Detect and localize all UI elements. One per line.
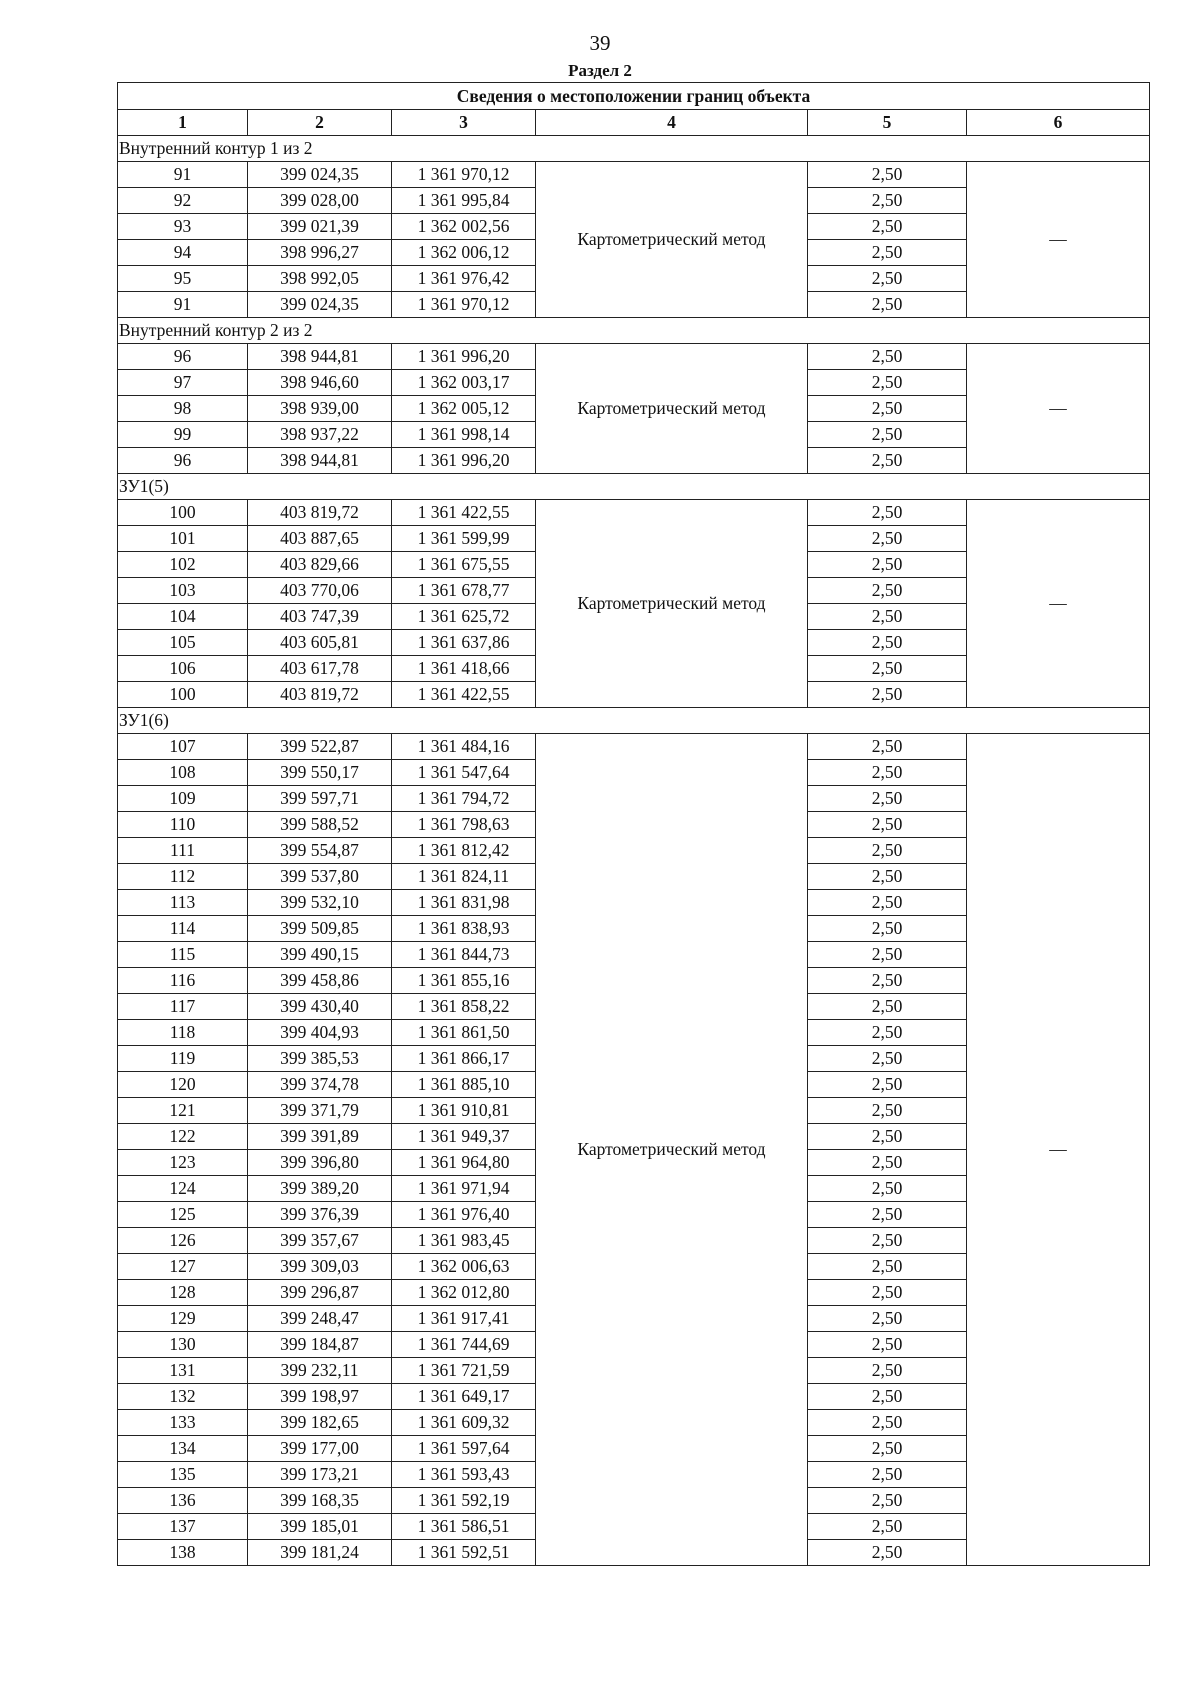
page-number: 39 bbox=[589, 31, 611, 55]
accuracy-cell: 2,50 bbox=[808, 370, 967, 396]
point-number-cell: 97 bbox=[118, 370, 248, 396]
y-coordinate-cell: 1 361 910,81 bbox=[392, 1098, 536, 1124]
y-coordinate-cell: 1 361 976,40 bbox=[392, 1202, 536, 1228]
point-number-cell: 125 bbox=[118, 1202, 248, 1228]
point-number-cell: 110 bbox=[118, 812, 248, 838]
x-coordinate-cell: 399 532,10 bbox=[248, 890, 392, 916]
y-coordinate-cell: 1 361 637,86 bbox=[392, 630, 536, 656]
point-number-cell: 133 bbox=[118, 1410, 248, 1436]
accuracy-cell: 2,50 bbox=[808, 916, 967, 942]
x-coordinate-cell: 398 992,05 bbox=[248, 266, 392, 292]
y-coordinate-cell: 1 361 861,50 bbox=[392, 1020, 536, 1046]
point-number-cell: 96 bbox=[118, 448, 248, 474]
y-coordinate-cell: 1 361 422,55 bbox=[392, 682, 536, 708]
point-number-cell: 117 bbox=[118, 994, 248, 1020]
x-coordinate-cell: 399 296,87 bbox=[248, 1280, 392, 1306]
y-coordinate-cell: 1 361 609,32 bbox=[392, 1410, 536, 1436]
table-caption: Сведения о местоположении границ объекта bbox=[118, 83, 1150, 110]
table-row bbox=[118, 500, 1150, 526]
y-coordinate-cell: 1 361 838,93 bbox=[392, 916, 536, 942]
y-coordinate-cell: 1 361 649,17 bbox=[392, 1384, 536, 1410]
y-coordinate-cell: 1 362 012,80 bbox=[392, 1280, 536, 1306]
point-number-cell: 138 bbox=[118, 1540, 248, 1566]
point-number-cell: 96 bbox=[118, 344, 248, 370]
method-cell: Картометрический метод bbox=[536, 734, 808, 1566]
point-number-cell: 119 bbox=[118, 1046, 248, 1072]
x-coordinate-cell: 398 944,81 bbox=[248, 344, 392, 370]
accuracy-cell: 2,50 bbox=[808, 214, 967, 240]
x-coordinate-cell: 399 309,03 bbox=[248, 1254, 392, 1280]
accuracy-cell: 2,50 bbox=[808, 838, 967, 864]
x-coordinate-cell: 403 770,06 bbox=[248, 578, 392, 604]
accuracy-cell: 2,50 bbox=[808, 1176, 967, 1202]
y-coordinate-cell: 1 361 949,37 bbox=[392, 1124, 536, 1150]
x-coordinate-cell: 399 396,80 bbox=[248, 1150, 392, 1176]
accuracy-cell: 2,50 bbox=[808, 942, 967, 968]
y-coordinate-cell: 1 361 996,20 bbox=[392, 448, 536, 474]
group-label-row bbox=[118, 474, 1150, 500]
y-coordinate-cell: 1 361 678,77 bbox=[392, 578, 536, 604]
y-coordinate-cell: 1 361 858,22 bbox=[392, 994, 536, 1020]
accuracy-cell: 2,50 bbox=[808, 1332, 967, 1358]
accuracy-cell: 2,50 bbox=[808, 448, 967, 474]
point-number-cell: 121 bbox=[118, 1098, 248, 1124]
x-coordinate-cell: 399 509,85 bbox=[248, 916, 392, 942]
x-coordinate-cell: 399 024,35 bbox=[248, 292, 392, 318]
point-number-cell: 99 bbox=[118, 422, 248, 448]
point-number-cell: 95 bbox=[118, 266, 248, 292]
x-coordinate-cell: 399 554,87 bbox=[248, 838, 392, 864]
x-coordinate-cell: 399 232,11 bbox=[248, 1358, 392, 1384]
x-coordinate-cell: 399 430,40 bbox=[248, 994, 392, 1020]
table-caption-row bbox=[118, 83, 1150, 110]
y-coordinate-cell: 1 362 006,12 bbox=[392, 240, 536, 266]
y-coordinate-cell: 1 361 592,19 bbox=[392, 1488, 536, 1514]
group-label-row bbox=[118, 136, 1150, 162]
y-coordinate-cell: 1 362 003,17 bbox=[392, 370, 536, 396]
column-header-4: 4 bbox=[536, 110, 808, 136]
y-coordinate-cell: 1 361 971,94 bbox=[392, 1176, 536, 1202]
point-number-cell: 107 bbox=[118, 734, 248, 760]
y-coordinate-cell: 1 361 970,12 bbox=[392, 292, 536, 318]
x-coordinate-cell: 399 182,65 bbox=[248, 1410, 392, 1436]
y-coordinate-cell: 1 361 744,69 bbox=[392, 1332, 536, 1358]
point-number-cell: 137 bbox=[118, 1514, 248, 1540]
accuracy-cell: 2,50 bbox=[808, 500, 967, 526]
accuracy-cell: 2,50 bbox=[808, 396, 967, 422]
y-coordinate-cell: 1 361 917,41 bbox=[392, 1306, 536, 1332]
accuracy-cell: 2,50 bbox=[808, 1488, 967, 1514]
y-coordinate-cell: 1 361 422,55 bbox=[392, 500, 536, 526]
point-number-cell: 114 bbox=[118, 916, 248, 942]
x-coordinate-cell: 399 588,52 bbox=[248, 812, 392, 838]
y-coordinate-cell: 1 361 976,42 bbox=[392, 266, 536, 292]
x-coordinate-cell: 398 939,00 bbox=[248, 396, 392, 422]
y-coordinate-cell: 1 361 586,51 bbox=[392, 1514, 536, 1540]
x-coordinate-cell: 403 829,66 bbox=[248, 552, 392, 578]
point-number-cell: 124 bbox=[118, 1176, 248, 1202]
point-number-cell: 130 bbox=[118, 1332, 248, 1358]
x-coordinate-cell: 399 177,00 bbox=[248, 1436, 392, 1462]
column-header-1: 1 bbox=[118, 110, 248, 136]
x-coordinate-cell: 399 198,97 bbox=[248, 1384, 392, 1410]
accuracy-cell: 2,50 bbox=[808, 1462, 967, 1488]
accuracy-cell: 2,50 bbox=[808, 578, 967, 604]
x-coordinate-cell: 399 389,20 bbox=[248, 1176, 392, 1202]
y-coordinate-cell: 1 361 855,16 bbox=[392, 968, 536, 994]
accuracy-cell: 2,50 bbox=[808, 1514, 967, 1540]
x-coordinate-cell: 403 819,72 bbox=[248, 682, 392, 708]
note-cell: — bbox=[967, 162, 1150, 318]
accuracy-cell: 2,50 bbox=[808, 344, 967, 370]
y-coordinate-cell: 1 361 418,66 bbox=[392, 656, 536, 682]
point-number-cell: 106 bbox=[118, 656, 248, 682]
x-coordinate-cell: 399 385,53 bbox=[248, 1046, 392, 1072]
accuracy-cell: 2,50 bbox=[808, 266, 967, 292]
y-coordinate-cell: 1 361 675,55 bbox=[392, 552, 536, 578]
point-number-cell: 122 bbox=[118, 1124, 248, 1150]
accuracy-cell: 2,50 bbox=[808, 292, 967, 318]
point-number-cell: 136 bbox=[118, 1488, 248, 1514]
x-coordinate-cell: 399 185,01 bbox=[248, 1514, 392, 1540]
y-coordinate-cell: 1 361 597,64 bbox=[392, 1436, 536, 1462]
point-number-cell: 102 bbox=[118, 552, 248, 578]
y-coordinate-cell: 1 361 721,59 bbox=[392, 1358, 536, 1384]
column-header-5: 5 bbox=[808, 110, 967, 136]
column-header-row bbox=[118, 110, 1150, 136]
point-number-cell: 101 bbox=[118, 526, 248, 552]
table-row bbox=[118, 344, 1150, 370]
point-number-cell: 103 bbox=[118, 578, 248, 604]
accuracy-cell: 2,50 bbox=[808, 526, 967, 552]
y-coordinate-cell: 1 362 005,12 bbox=[392, 396, 536, 422]
point-number-cell: 100 bbox=[118, 682, 248, 708]
point-number-cell: 93 bbox=[118, 214, 248, 240]
x-coordinate-cell: 399 490,15 bbox=[248, 942, 392, 968]
x-coordinate-cell: 399 522,87 bbox=[248, 734, 392, 760]
accuracy-cell: 2,50 bbox=[808, 188, 967, 214]
point-number-cell: 91 bbox=[118, 162, 248, 188]
note-cell: — bbox=[967, 344, 1150, 474]
point-number-cell: 135 bbox=[118, 1462, 248, 1488]
x-coordinate-cell: 399 391,89 bbox=[248, 1124, 392, 1150]
y-coordinate-cell: 1 361 844,73 bbox=[392, 942, 536, 968]
note-cell: — bbox=[967, 734, 1150, 1566]
accuracy-cell: 2,50 bbox=[808, 1124, 967, 1150]
accuracy-cell: 2,50 bbox=[808, 630, 967, 656]
point-number-cell: 123 bbox=[118, 1150, 248, 1176]
y-coordinate-cell: 1 361 812,42 bbox=[392, 838, 536, 864]
group-label-row bbox=[118, 708, 1150, 734]
y-coordinate-cell: 1 361 866,17 bbox=[392, 1046, 536, 1072]
column-header-6: 6 bbox=[967, 110, 1150, 136]
y-coordinate-cell: 1 361 885,10 bbox=[392, 1072, 536, 1098]
point-number-cell: 104 bbox=[118, 604, 248, 630]
y-coordinate-cell: 1 362 002,56 bbox=[392, 214, 536, 240]
method-cell: Картометрический метод bbox=[536, 500, 808, 708]
y-coordinate-cell: 1 361 593,43 bbox=[392, 1462, 536, 1488]
y-coordinate-cell: 1 362 006,63 bbox=[392, 1254, 536, 1280]
method-cell: Картометрический метод bbox=[536, 344, 808, 474]
x-coordinate-cell: 403 605,81 bbox=[248, 630, 392, 656]
x-coordinate-cell: 399 374,78 bbox=[248, 1072, 392, 1098]
accuracy-cell: 2,50 bbox=[808, 1046, 967, 1072]
x-coordinate-cell: 399 376,39 bbox=[248, 1202, 392, 1228]
x-coordinate-cell: 399 173,21 bbox=[248, 1462, 392, 1488]
x-coordinate-cell: 399 184,87 bbox=[248, 1332, 392, 1358]
point-number-cell: 92 bbox=[118, 188, 248, 214]
accuracy-cell: 2,50 bbox=[808, 552, 967, 578]
point-number-cell: 128 bbox=[118, 1280, 248, 1306]
column-header-3: 3 bbox=[392, 110, 536, 136]
group-label: ЗУ1(5) bbox=[118, 474, 1150, 500]
y-coordinate-cell: 1 361 625,72 bbox=[392, 604, 536, 630]
point-number-cell: 105 bbox=[118, 630, 248, 656]
table-row bbox=[118, 734, 1150, 760]
point-number-cell: 118 bbox=[118, 1020, 248, 1046]
accuracy-cell: 2,50 bbox=[808, 1254, 967, 1280]
y-coordinate-cell: 1 361 995,84 bbox=[392, 188, 536, 214]
x-coordinate-cell: 399 404,93 bbox=[248, 1020, 392, 1046]
x-coordinate-cell: 399 597,71 bbox=[248, 786, 392, 812]
accuracy-cell: 2,50 bbox=[808, 240, 967, 266]
x-coordinate-cell: 398 937,22 bbox=[248, 422, 392, 448]
point-number-cell: 115 bbox=[118, 942, 248, 968]
x-coordinate-cell: 403 747,39 bbox=[248, 604, 392, 630]
x-coordinate-cell: 399 024,35 bbox=[248, 162, 392, 188]
x-coordinate-cell: 398 946,60 bbox=[248, 370, 392, 396]
x-coordinate-cell: 399 248,47 bbox=[248, 1306, 392, 1332]
group-label: Внутренний контур 2 из 2 bbox=[118, 318, 1150, 344]
table-body bbox=[118, 136, 1150, 1566]
section-title: Раздел 2 bbox=[568, 61, 632, 80]
point-number-cell: 132 bbox=[118, 1384, 248, 1410]
accuracy-cell: 2,50 bbox=[808, 734, 967, 760]
accuracy-cell: 2,50 bbox=[808, 162, 967, 188]
x-coordinate-cell: 399 371,79 bbox=[248, 1098, 392, 1124]
x-coordinate-cell: 403 887,65 bbox=[248, 526, 392, 552]
point-number-cell: 109 bbox=[118, 786, 248, 812]
accuracy-cell: 2,50 bbox=[808, 1436, 967, 1462]
accuracy-cell: 2,50 bbox=[808, 994, 967, 1020]
point-number-cell: 131 bbox=[118, 1358, 248, 1384]
point-number-cell: 98 bbox=[118, 396, 248, 422]
point-number-cell: 100 bbox=[118, 500, 248, 526]
accuracy-cell: 2,50 bbox=[808, 1280, 967, 1306]
group-label-row bbox=[118, 318, 1150, 344]
accuracy-cell: 2,50 bbox=[808, 1202, 967, 1228]
point-number-cell: 108 bbox=[118, 760, 248, 786]
column-header-2: 2 bbox=[248, 110, 392, 136]
point-number-cell: 116 bbox=[118, 968, 248, 994]
accuracy-cell: 2,50 bbox=[808, 604, 967, 630]
accuracy-cell: 2,50 bbox=[808, 812, 967, 838]
y-coordinate-cell: 1 361 599,99 bbox=[392, 526, 536, 552]
y-coordinate-cell: 1 361 983,45 bbox=[392, 1228, 536, 1254]
group-label: ЗУ1(6) bbox=[118, 708, 1150, 734]
point-number-cell: 134 bbox=[118, 1436, 248, 1462]
x-coordinate-cell: 399 021,39 bbox=[248, 214, 392, 240]
note-cell: — bbox=[967, 500, 1150, 708]
accuracy-cell: 2,50 bbox=[808, 1072, 967, 1098]
point-number-cell: 112 bbox=[118, 864, 248, 890]
accuracy-cell: 2,50 bbox=[808, 864, 967, 890]
accuracy-cell: 2,50 bbox=[808, 1228, 967, 1254]
x-coordinate-cell: 399 181,24 bbox=[248, 1540, 392, 1566]
accuracy-cell: 2,50 bbox=[808, 760, 967, 786]
accuracy-cell: 2,50 bbox=[808, 1358, 967, 1384]
y-coordinate-cell: 1 361 794,72 bbox=[392, 786, 536, 812]
y-coordinate-cell: 1 361 484,16 bbox=[392, 734, 536, 760]
accuracy-cell: 2,50 bbox=[808, 1306, 967, 1332]
accuracy-cell: 2,50 bbox=[808, 682, 967, 708]
x-coordinate-cell: 398 996,27 bbox=[248, 240, 392, 266]
point-number-cell: 126 bbox=[118, 1228, 248, 1254]
y-coordinate-cell: 1 361 998,14 bbox=[392, 422, 536, 448]
y-coordinate-cell: 1 361 996,20 bbox=[392, 344, 536, 370]
accuracy-cell: 2,50 bbox=[808, 968, 967, 994]
x-coordinate-cell: 399 550,17 bbox=[248, 760, 392, 786]
y-coordinate-cell: 1 361 831,98 bbox=[392, 890, 536, 916]
y-coordinate-cell: 1 361 592,51 bbox=[392, 1540, 536, 1566]
point-number-cell: 129 bbox=[118, 1306, 248, 1332]
y-coordinate-cell: 1 361 964,80 bbox=[392, 1150, 536, 1176]
accuracy-cell: 2,50 bbox=[808, 890, 967, 916]
accuracy-cell: 2,50 bbox=[808, 1098, 967, 1124]
point-number-cell: 113 bbox=[118, 890, 248, 916]
x-coordinate-cell: 399 537,80 bbox=[248, 864, 392, 890]
y-coordinate-cell: 1 361 547,64 bbox=[392, 760, 536, 786]
accuracy-cell: 2,50 bbox=[808, 1020, 967, 1046]
accuracy-cell: 2,50 bbox=[808, 1150, 967, 1176]
y-coordinate-cell: 1 361 798,63 bbox=[392, 812, 536, 838]
accuracy-cell: 2,50 bbox=[808, 656, 967, 682]
x-coordinate-cell: 399 458,86 bbox=[248, 968, 392, 994]
accuracy-cell: 2,50 bbox=[808, 786, 967, 812]
x-coordinate-cell: 399 168,35 bbox=[248, 1488, 392, 1514]
group-label: Внутренний контур 1 из 2 bbox=[118, 136, 1150, 162]
y-coordinate-cell: 1 361 824,11 bbox=[392, 864, 536, 890]
point-number-cell: 120 bbox=[118, 1072, 248, 1098]
point-number-cell: 127 bbox=[118, 1254, 248, 1280]
y-coordinate-cell: 1 361 970,12 bbox=[392, 162, 536, 188]
point-number-cell: 111 bbox=[118, 838, 248, 864]
accuracy-cell: 2,50 bbox=[808, 422, 967, 448]
x-coordinate-cell: 398 944,81 bbox=[248, 448, 392, 474]
point-number-cell: 94 bbox=[118, 240, 248, 266]
table-row bbox=[118, 162, 1150, 188]
method-cell: Картометрический метод bbox=[536, 162, 808, 318]
accuracy-cell: 2,50 bbox=[808, 1384, 967, 1410]
accuracy-cell: 2,50 bbox=[808, 1540, 967, 1566]
boundary-coordinates-table bbox=[117, 82, 1150, 1566]
x-coordinate-cell: 399 357,67 bbox=[248, 1228, 392, 1254]
accuracy-cell: 2,50 bbox=[808, 1410, 967, 1436]
point-number-cell: 91 bbox=[118, 292, 248, 318]
x-coordinate-cell: 403 819,72 bbox=[248, 500, 392, 526]
x-coordinate-cell: 403 617,78 bbox=[248, 656, 392, 682]
x-coordinate-cell: 399 028,00 bbox=[248, 188, 392, 214]
